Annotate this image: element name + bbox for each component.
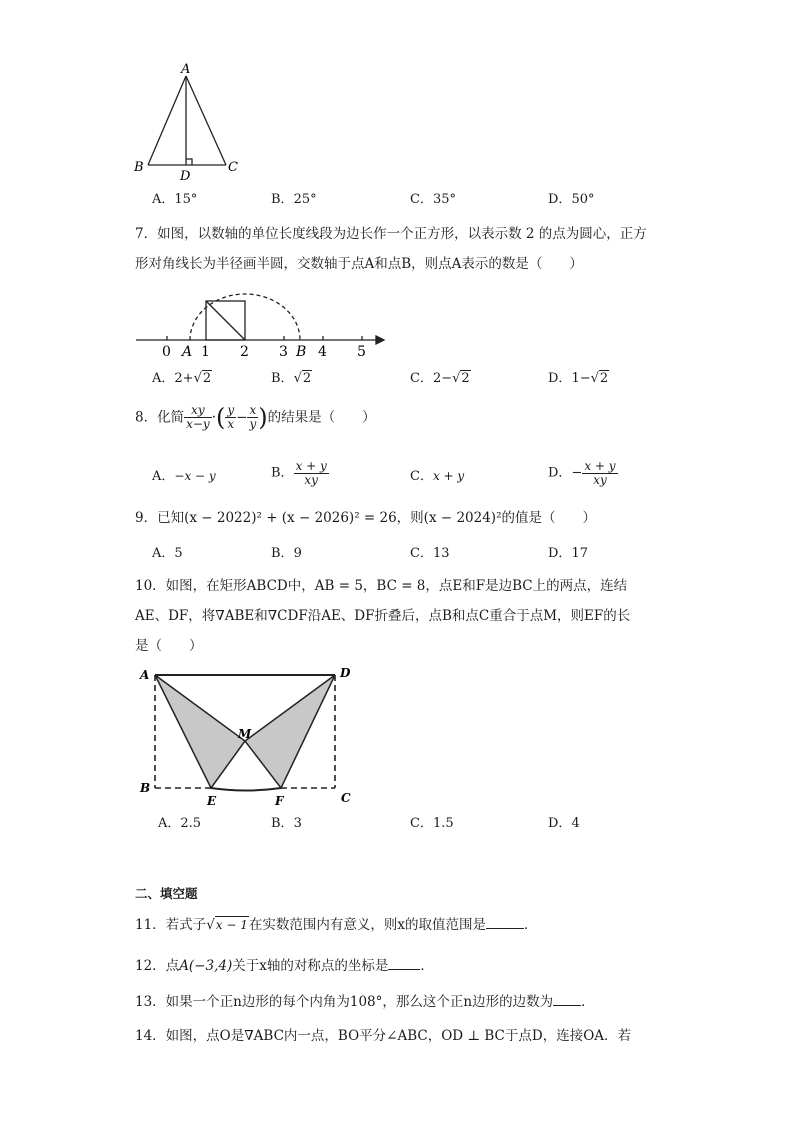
q7-option-c: C．2−√2 xyxy=(410,371,470,386)
tick-5: 5 xyxy=(357,344,366,360)
vertex-label-d: D xyxy=(180,169,191,183)
tick-0: 0 xyxy=(162,344,171,360)
q6-option-d: D．50° xyxy=(548,192,595,207)
q10-option-a: A．2.5 xyxy=(158,816,202,831)
q9-option-b: B．9 xyxy=(271,546,302,561)
q7-option-a: A．2+√2 xyxy=(152,371,212,386)
q8-option-c: C．x + y xyxy=(410,469,465,484)
q6-option-a: A．15° xyxy=(152,192,198,207)
vertex-label-a: A xyxy=(181,62,191,77)
rect-label-d: D xyxy=(340,666,351,680)
rect-label-e: E xyxy=(207,794,217,808)
tick-1: 1 xyxy=(201,344,210,360)
q7-text-line1: 7．如图，以数轴的单位长度线段为边长作一个正方形，以表示数 2 的点为圆心，正方 xyxy=(135,226,647,242)
rect-label-m: M xyxy=(238,727,252,741)
label-b: B xyxy=(296,344,307,360)
answer-blank[interactable] xyxy=(388,969,420,970)
q10-text-line3: 是（ ） xyxy=(135,638,203,654)
rect-label-b: B xyxy=(140,781,151,795)
q10-option-b: B．3 xyxy=(271,816,302,831)
q10-option-c: C．1.5 xyxy=(410,816,454,831)
rectangle-fold-figure xyxy=(135,662,360,810)
q8-text: 8．化简 $\frac{xy}{x-y}$ ·( $\frac{y}{x}$ − $\frac{x}{y}$ )的结果是（ ） xyxy=(135,403,376,432)
answer-blank[interactable] xyxy=(486,928,524,929)
q14-text: 14．如图，点O是∇ABC内一点，BO平分∠ABC，OD ⊥ BC于点D，连接OA．若 xyxy=(135,1028,632,1044)
vertex-label-c: C xyxy=(228,160,238,175)
q10-text-line2: AE、DF，将∇ABE和∇CDF沿AE、DF折叠后，点B和点C重合于点M，则EF的长 xyxy=(135,608,631,624)
q7-option-d: D．1−√2 xyxy=(548,371,609,386)
triangle-figure xyxy=(128,58,248,183)
q12-text: 12．点A(−3,4)关于x轴的对称点的坐标是 ． xyxy=(135,958,434,974)
q10-text-line1: 10．如图，在矩形ABCD中，AB = 5，BC = 8，点E和F是边BC上的两点，连结 xyxy=(135,578,628,594)
q10-option-d: D．4 xyxy=(548,816,580,831)
q8-option-b: B． $\frac{x + y}{xy}$ xyxy=(271,459,327,487)
number-line-figure xyxy=(130,290,390,362)
answer-blank[interactable] xyxy=(553,1005,581,1006)
q9-text: 9．已知(x − 2022)² + (x − 2026)² = 26，则(x − 2024)²的值是（ ） xyxy=(135,510,596,526)
label-a: A xyxy=(182,344,193,360)
q9-option-c: C．13 xyxy=(410,546,450,561)
rect-label-c: C xyxy=(341,791,351,805)
q11-text: 11．若式子√x − 1在实数范围内有意义，则x的取值范围是 ． xyxy=(135,917,538,933)
q9-option-d: D．17 xyxy=(548,546,588,561)
tick-2: 2 xyxy=(240,344,249,360)
tick-3: 3 xyxy=(279,344,288,360)
q8-option-a: A．−x − y xyxy=(152,469,216,484)
rect-label-a: A xyxy=(140,668,150,682)
q13-text: 13．如果一个正n边形的每个内角为108°，那么这个正n边形的边数为 ． xyxy=(135,994,595,1010)
rect-label-f: F xyxy=(275,794,284,808)
vertex-label-b: B xyxy=(134,160,144,175)
section-heading: 二、填空题 xyxy=(135,886,198,901)
q8-option-d: D．− $\frac{x + y}{xy}$ xyxy=(548,459,616,487)
q6-option-b: B．25° xyxy=(271,192,317,207)
tick-4: 4 xyxy=(318,344,327,360)
q9-option-a: A．5 xyxy=(152,546,183,561)
q7-option-b: B．√2 xyxy=(271,371,312,386)
q7-text-line2: 形对角线长为半径画半圆，交数轴于点A和点B，则点A表示的数是（ ） xyxy=(135,256,583,272)
q6-option-c: C．35° xyxy=(410,192,456,207)
